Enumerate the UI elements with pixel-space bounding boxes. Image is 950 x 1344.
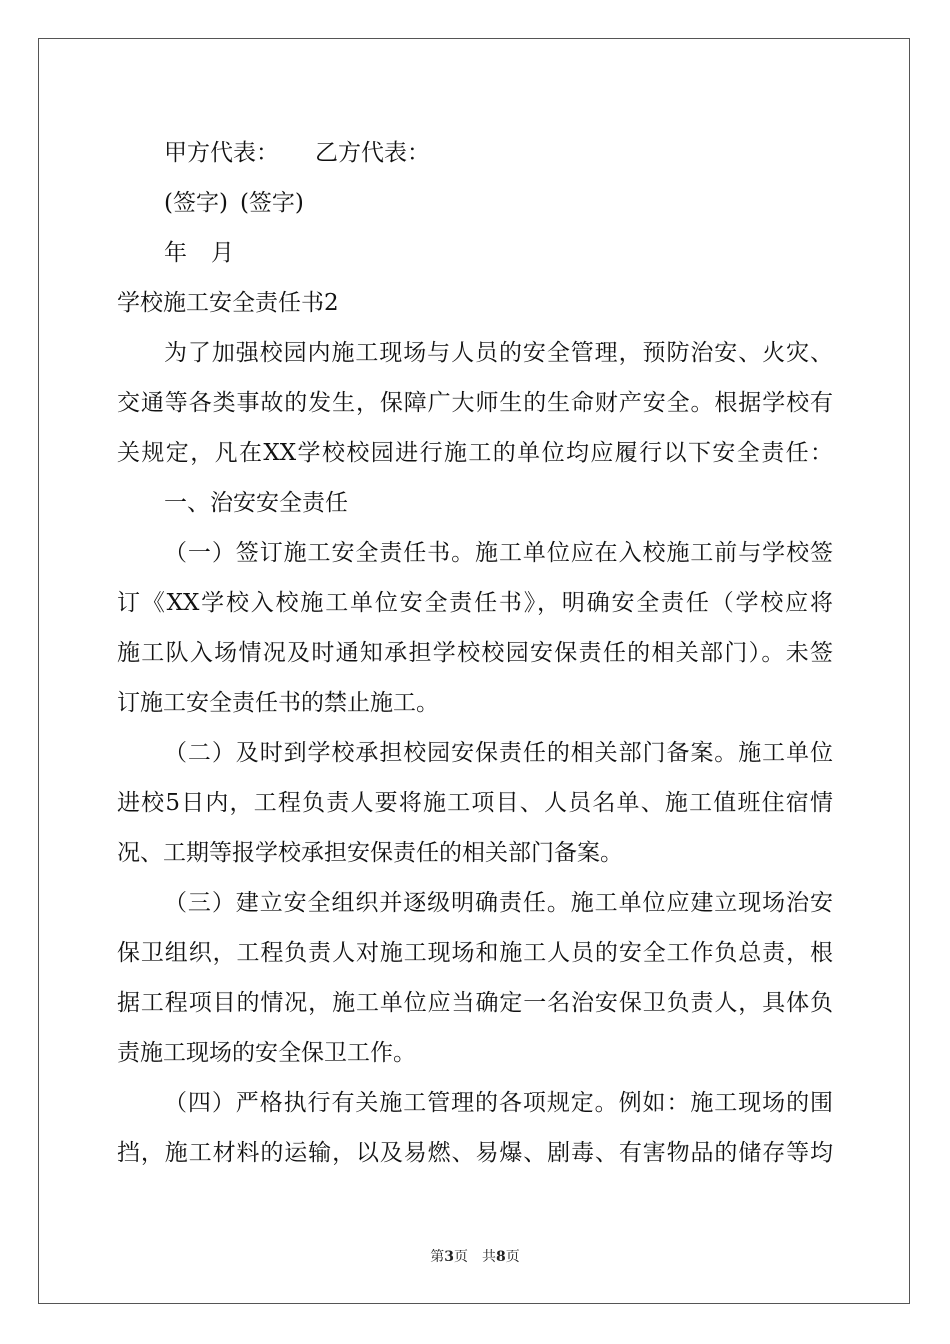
item-3-line: （三）建立安全组织并逐级明确责任。施工单位应建立现场治安 (164, 890, 833, 916)
item-4-line: （四）严格执行有关施工管理的各项规定。例如：施工现场的围 (164, 1090, 833, 1116)
heading-security-responsibility: 一、治安安全责任 (164, 490, 348, 516)
intro-line: 交通等各类事故的发生，保障广大师生的生命财产安全。根据学校有 (117, 390, 833, 416)
intro-line: 关规定，凡在XX学校校园进行施工的单位均应履行以下安全责任： (117, 440, 833, 466)
signature-row-signs (117, 178, 833, 228)
party-b-label: 乙方代表： (315, 140, 430, 166)
item-1-line: 订施工安全责任书的禁止施工。 (117, 690, 439, 716)
month-label: 月 (211, 240, 234, 266)
item-1-line: 施工队入场情况及时通知承担学校校园安保责任的相关部门）。未签 (117, 640, 833, 666)
item-1-line: （一）签订施工安全责任书。施工单位应在入校施工前与学校签 (164, 540, 833, 566)
sign-a: (签字) (164, 190, 228, 216)
page-footer (0, 1247, 950, 1267)
intro-line: 为了加强校园内施工现场与人员的安全管理，预防治安、火灾、 (164, 340, 833, 366)
signature-row-representatives (117, 128, 833, 178)
item-4-line: 挡，施工材料的运输，以及易燃、易爆、剧毒、有害物品的储存等均 (117, 1140, 833, 1166)
footer-total-prefix: 共 (482, 1249, 496, 1265)
item-3-line: 责施工现场的安全保卫工作。 (117, 1040, 416, 1066)
footer-page-suffix: 页 (454, 1249, 468, 1265)
current-page-number: 3 (444, 1249, 454, 1265)
item-3-line: 据工程项目的情况，施工单位应当确定一名治安保卫负责人，具体负 (117, 990, 833, 1016)
footer-total-suffix: 页 (505, 1249, 520, 1265)
item-1-line: 订《XX学校入校施工单位安全责任书》，明确安全责任（学校应将 (117, 590, 833, 616)
item-2-line: 进校5日内，工程负责人要将施工项目、人员名单、施工值班住宿情 (117, 790, 833, 816)
year-label: 年 (164, 240, 187, 266)
total-pages-number: 8 (496, 1249, 506, 1265)
footer-prefix: 第 (430, 1249, 445, 1265)
item-3-line: 保卫组织，工程负责人对施工现场和施工人员的安全工作负总责，根 (117, 940, 833, 966)
party-a-label: 甲方代表： (164, 140, 279, 166)
section-title: 学校施工安全责任书2 (117, 290, 339, 316)
item-2-line: 况、工期等报学校承担安保责任的相关部门备案。 (117, 840, 623, 866)
signature-row-date (117, 228, 833, 278)
document-body (117, 128, 833, 1178)
item-2-line: （二）及时到学校承担校园安保责任的相关部门备案。施工单位 (164, 740, 833, 766)
sign-b: (签字) (239, 190, 304, 216)
